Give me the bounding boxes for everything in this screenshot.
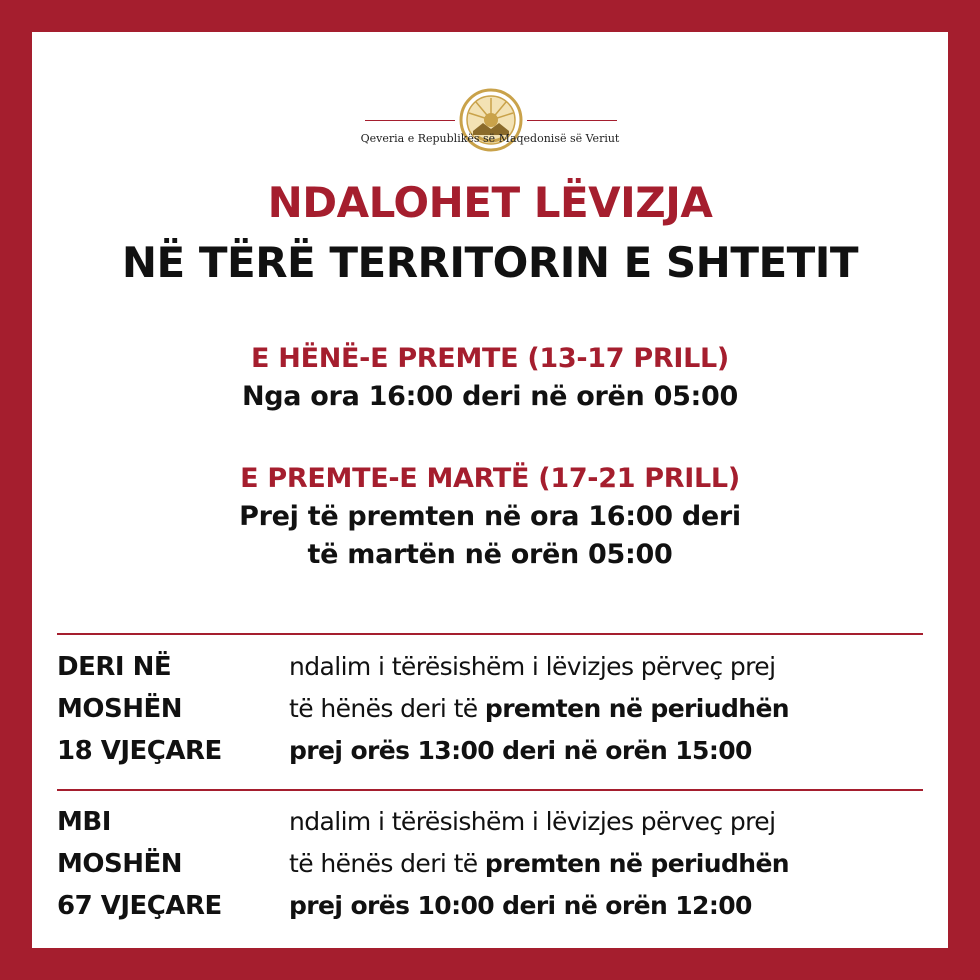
period-2 xyxy=(32,460,948,574)
rule-under-18-text xyxy=(289,646,929,772)
period-1-line-1: Nga ora 16:00 deri në orën 05:00 xyxy=(241,381,739,412)
period-2-line-1: Prej të premten në ora 16:00 deri xyxy=(239,501,741,532)
rule-text-line-1: ndalim i tërësishëm i lëvizjes përveç prej xyxy=(289,807,776,836)
rule-label-line: MBI xyxy=(57,807,111,837)
notice-card xyxy=(32,32,948,948)
rule-text-line-2 xyxy=(289,843,929,885)
rule-text-bold: premten në periudhën xyxy=(484,694,789,723)
rule-text-line-2 xyxy=(289,688,929,730)
section-divider xyxy=(57,633,923,635)
rule-label-line: MOSHËN xyxy=(57,849,182,879)
title-line-2: NË TËRË TERRITORIN E SHTETIT xyxy=(121,238,859,287)
rule-under-18-label xyxy=(57,646,267,772)
rule-label-line: MOSHËN xyxy=(57,694,182,724)
rule-text-bold: prej orës 13:00 deri në orën 15:00 xyxy=(289,736,752,765)
rule-label-line: 18 VJEÇARE xyxy=(57,736,222,766)
header-divider-right xyxy=(527,120,617,121)
rule-over-67 xyxy=(57,801,923,941)
section-divider xyxy=(57,789,923,791)
rule-text-bold: premten në periudhën xyxy=(484,849,789,878)
header-divider-left xyxy=(365,120,455,121)
rule-label-line: DERI NË xyxy=(57,652,172,682)
title-line-1: NDALOHET LËVIZJA xyxy=(267,178,713,227)
rule-text-line-3 xyxy=(289,730,929,772)
rule-text-normal: të hënës deri të xyxy=(289,694,485,723)
rule-over-67-label xyxy=(57,801,267,927)
rule-text-line-1: ndalim i tërësishëm i lëvizjes përveç prej xyxy=(289,652,776,681)
period-1 xyxy=(32,340,948,416)
rule-under-18 xyxy=(57,646,923,786)
rule-text-line-3 xyxy=(289,885,929,927)
rule-over-67-text xyxy=(289,801,929,927)
period-1-heading: E HËNË-E PREMTE (13-17 PRILL) xyxy=(251,343,729,374)
government-name: Qeveria e Republikës së Maqedonisë së Veriut xyxy=(360,132,620,145)
rule-text-normal: të hënës deri të xyxy=(289,849,485,878)
period-2-heading: E PREMTE-E MARTË (17-21 PRILL) xyxy=(240,463,740,494)
rule-label-line: 67 VJEÇARE xyxy=(57,891,222,921)
rule-text-bold: prej orës 10:00 deri në orën 12:00 xyxy=(289,891,752,920)
period-2-line-2: të martën në orën 05:00 xyxy=(307,539,673,570)
